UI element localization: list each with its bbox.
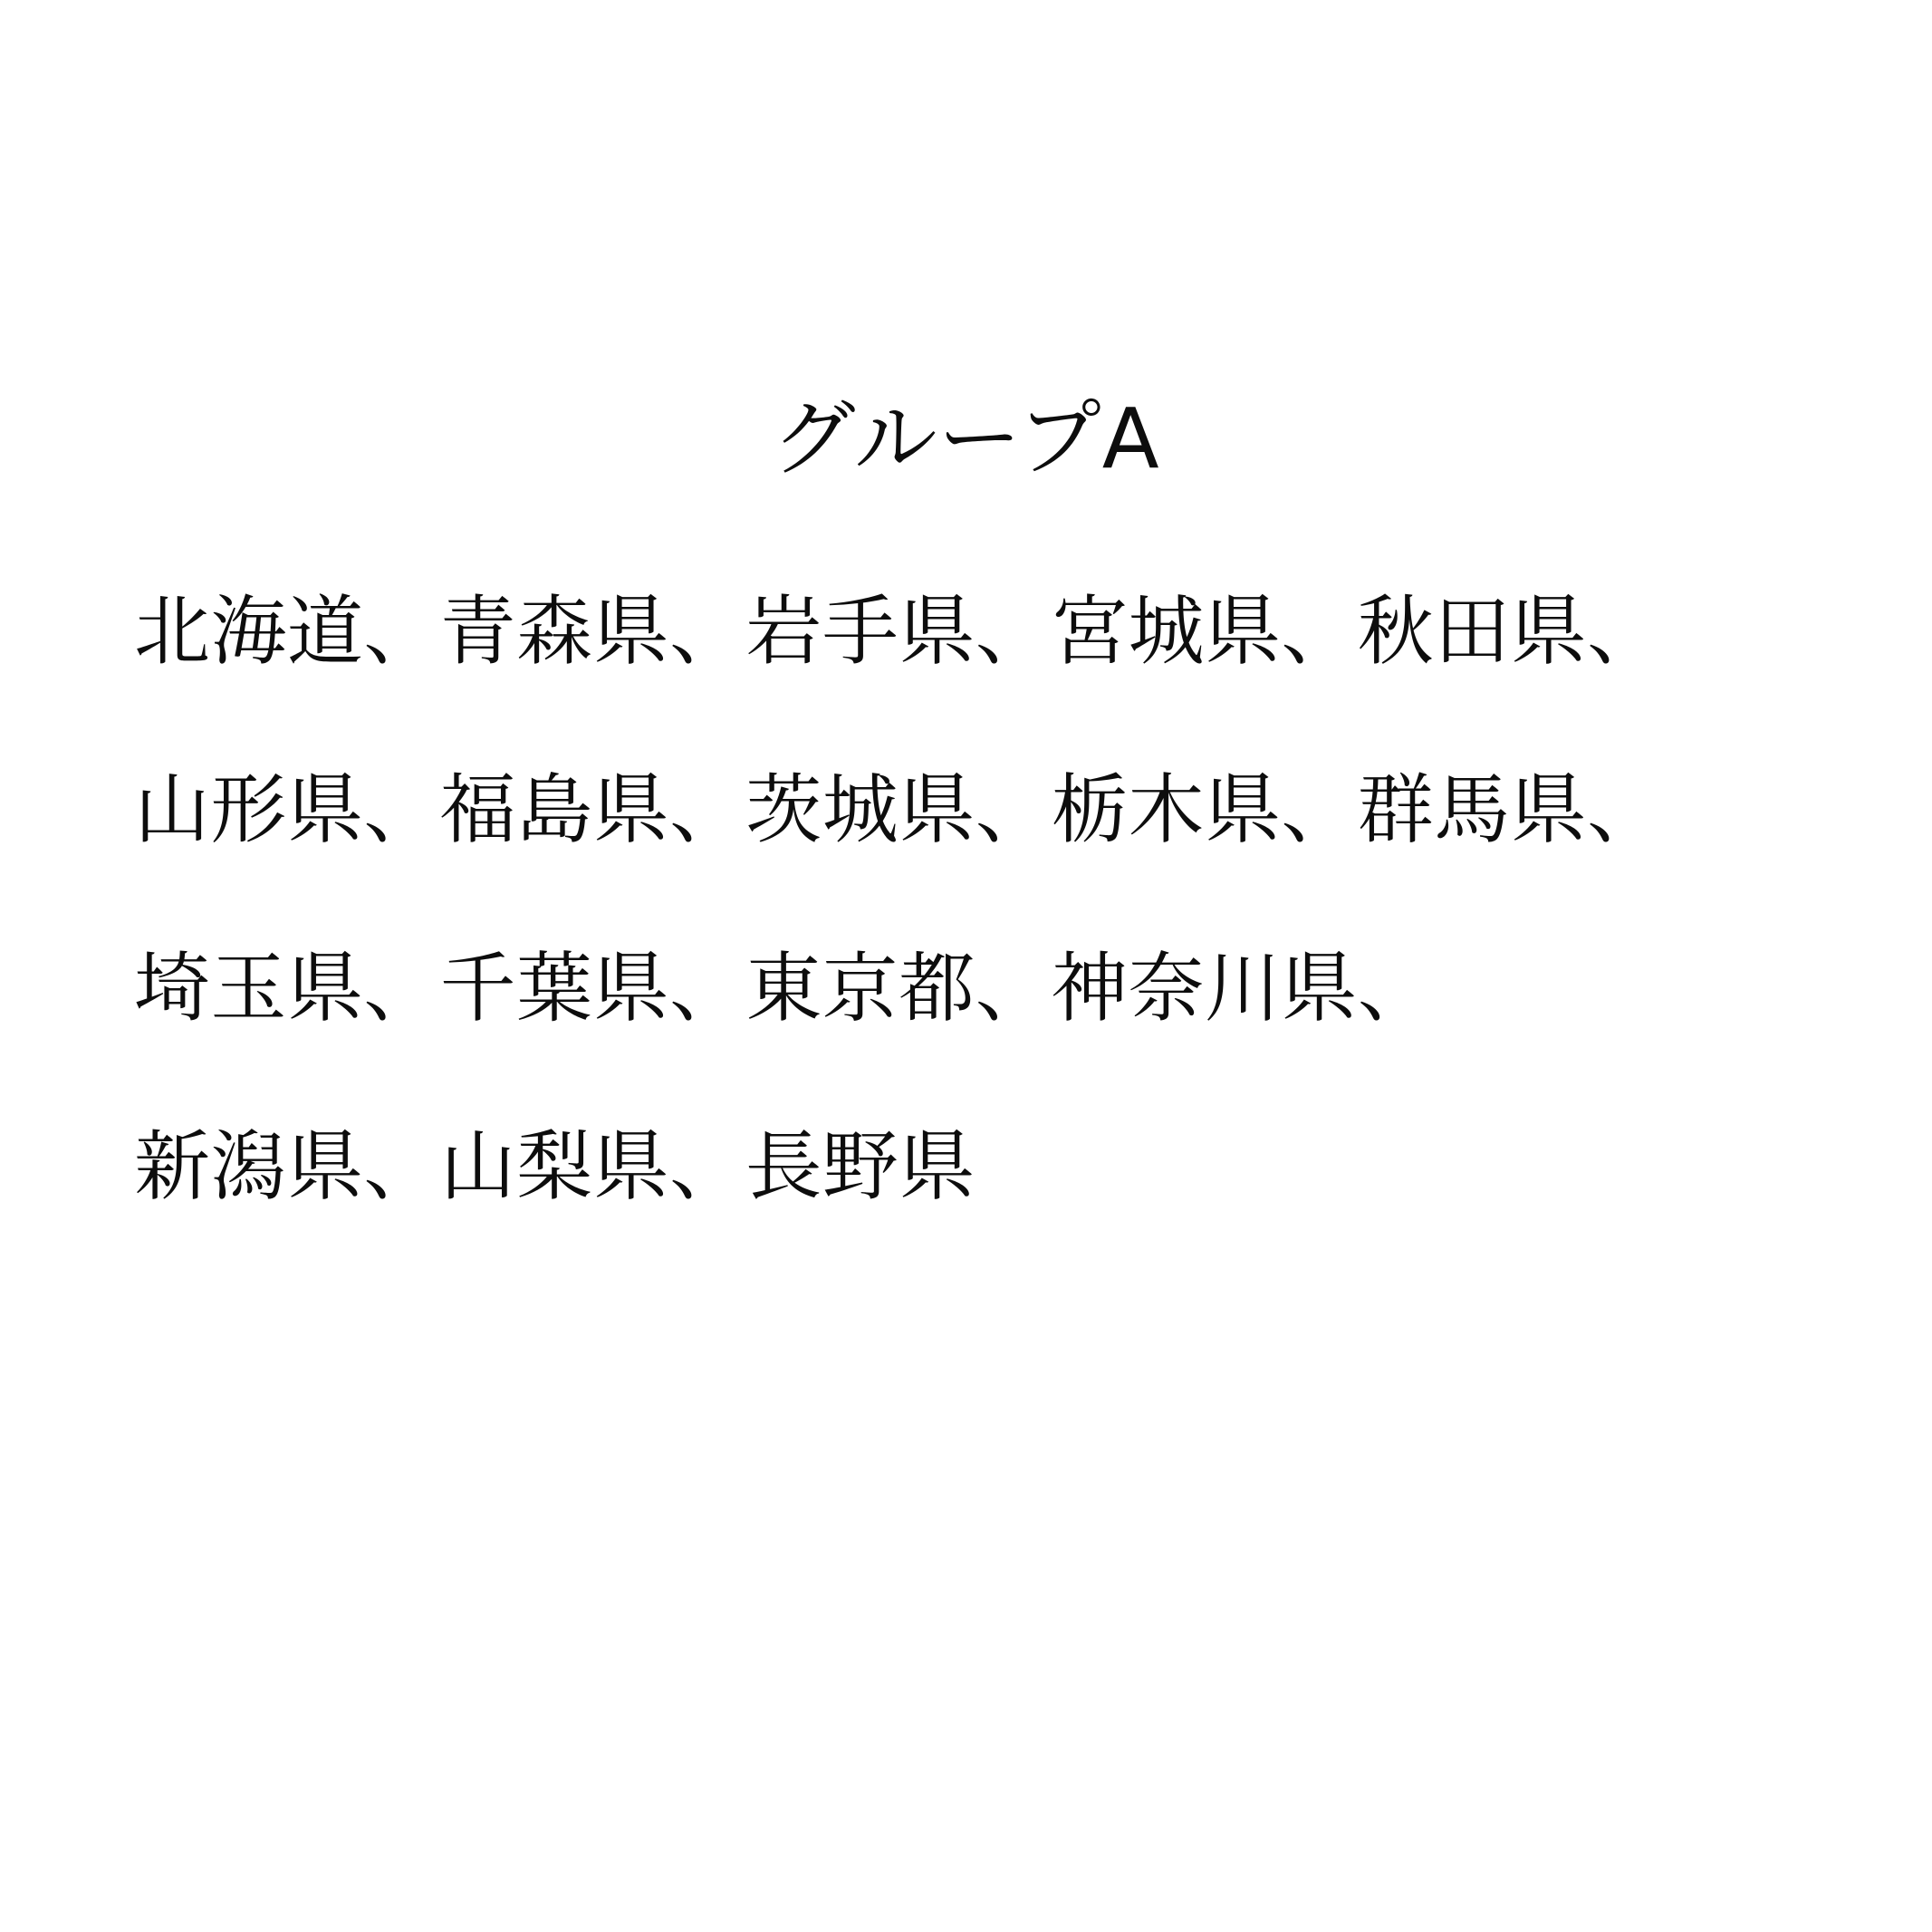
prefecture-line-4: 新潟県、山梨県、長野県: [134, 1122, 976, 1211]
prefecture-line-3: 埼玉県、千葉県、東京都、神奈川県、: [134, 944, 1435, 1033]
prefecture-line-1: 北海道、青森県、岩手県、宮城県、秋田県、: [134, 587, 1664, 676]
prefecture-line-2: 山形県、福島県、茨城県、栃木県、群馬県、: [134, 765, 1664, 854]
page-title: グループA: [772, 390, 1160, 487]
prefecture-list: [134, 587, 1819, 1211]
